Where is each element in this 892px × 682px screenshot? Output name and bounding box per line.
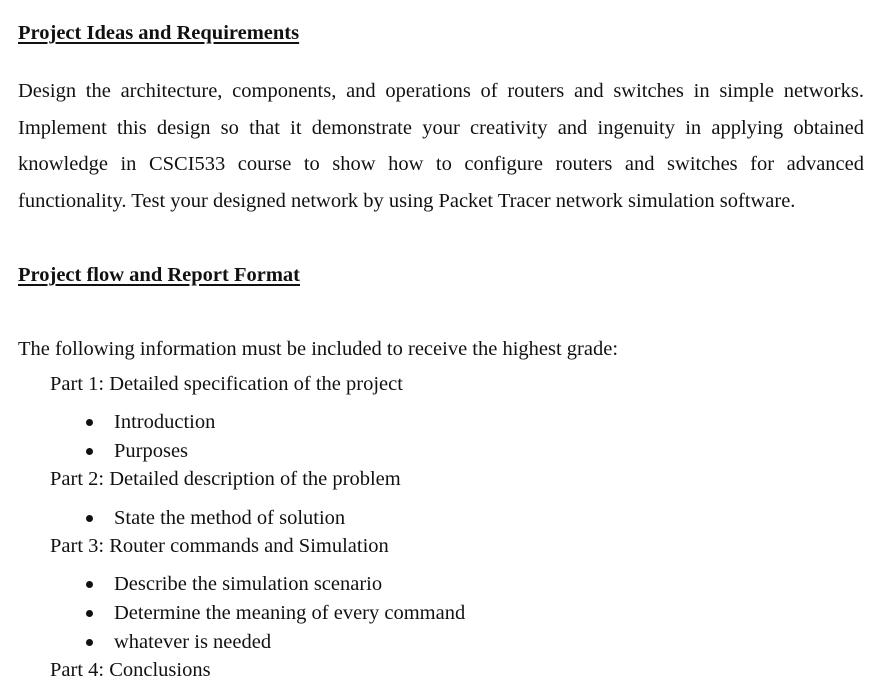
bullet-icon bbox=[86, 639, 93, 646]
list-item-text: Describe the simulation scenario bbox=[114, 573, 383, 595]
list-item-text: Determine the meaning of every command bbox=[114, 602, 466, 624]
part-1-title: Part 1: Detailed specification of the project bbox=[50, 373, 403, 395]
list-item-text: State the method of solution bbox=[114, 507, 346, 529]
bullet-icon bbox=[86, 610, 93, 617]
intro-text: The following information must be included to receive the highest grade: bbox=[18, 338, 619, 360]
list-item bbox=[86, 573, 382, 596]
bullet-icon bbox=[86, 419, 93, 426]
list-item bbox=[86, 602, 465, 625]
requirements-paragraph: Design the architecture, components, and operations of routers and switches in simple networks. Implement this design so that it demonstrate your creativity and ingenuity in applying obtained knowledge in CSCI533 course to show how to configure routers and switches for advanced functionality. Test your designed network by using Packet Tracer network simulation software. bbox=[18, 80, 864, 212]
list-item bbox=[86, 631, 271, 654]
list-item bbox=[86, 507, 345, 530]
part-4-title: Part 4: Conclusions bbox=[50, 659, 211, 681]
part-2-title: Part 2: Detailed description of the problem bbox=[50, 468, 401, 490]
section-heading-ideas: Project Ideas and Requirements bbox=[18, 22, 300, 44]
section-heading-flow: Project flow and Report Format bbox=[18, 264, 300, 286]
list-item-text: Purposes bbox=[114, 440, 189, 462]
list-item bbox=[86, 411, 215, 434]
bullet-icon bbox=[86, 581, 93, 588]
list-item bbox=[86, 440, 188, 463]
list-item-text: Introduction bbox=[114, 411, 216, 433]
part-3-title: Part 3: Router commands and Simulation bbox=[50, 535, 389, 557]
list-item-text: whatever is needed bbox=[114, 631, 272, 653]
bullet-icon bbox=[86, 515, 93, 522]
bullet-icon bbox=[86, 448, 93, 455]
